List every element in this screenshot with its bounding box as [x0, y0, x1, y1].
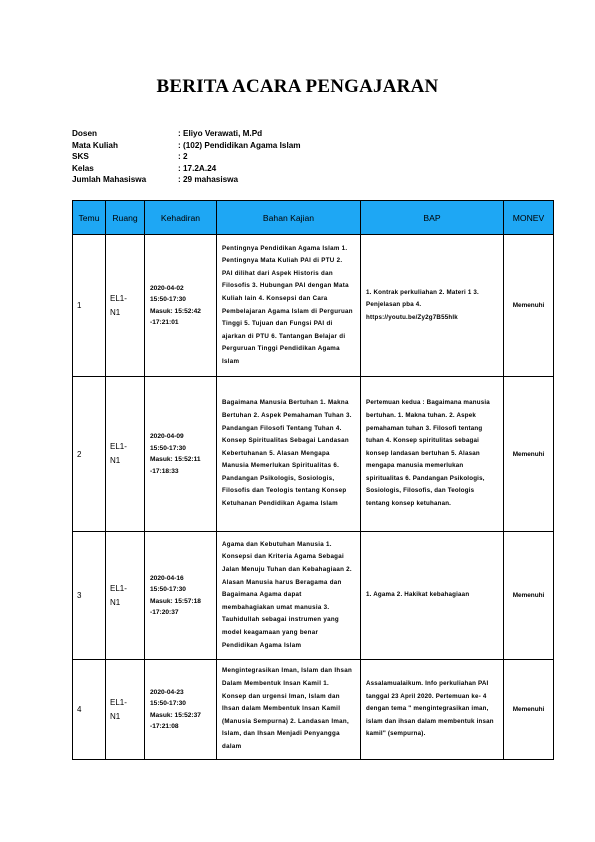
cell-bap: 1. Agama 2. Hakikat kebahagiaan [366, 591, 470, 599]
table-row [73, 660, 554, 760]
table-header-row [73, 201, 554, 235]
meta-label: Kelas [72, 163, 94, 173]
cell-monev: Memenuhi [504, 532, 554, 660]
meta-label: Jumlah Mahasiswa [72, 175, 147, 184]
cell-monev: Memenuhi [504, 377, 554, 532]
cell-kehadiran: 2020-04-02 15:50-17:30 Masuk: 15:52:42 -17:21:01 [150, 284, 201, 326]
meta-label: Mata Kuliah [72, 140, 118, 150]
meta-value: : (102) Pendidikan Agama Islam [178, 140, 301, 150]
meta-row-dosen [72, 128, 532, 140]
cell-kehadiran: 2020-04-09 15:50-17:30 Masuk: 15:52:11 -17:18:33 [150, 433, 201, 475]
meta-value: : 17.2A.24 [178, 163, 217, 173]
header-bap: BAP [361, 201, 504, 235]
cell-monev: Memenuhi [504, 235, 554, 377]
cell-temu: 4 [73, 660, 106, 760]
header-kehadiran: Kehadiran [145, 201, 217, 235]
cell-temu: 2 [73, 377, 106, 532]
meta-row-jumlah-mahasiswa [72, 174, 532, 186]
cell-bahan-kajian: Agama dan Kebutuhan Manusia 1. Konsepsi dan Kriteria Agama Sebagai Jalan Menuju Tuhan dan Kebahagiaan 2. Alasan Manusia harus Beragama dan Bagaimana Agama dapat membahagiakan umat manusia 3. Tauhidullah sebagai instrumen yang model keagamaan yang benar Pendidikan Agama Islam [222, 540, 352, 649]
course-info [72, 128, 532, 186]
cell-ruang: EL1- N1 [110, 442, 127, 465]
cell-bahan-kajian: Pentingnya Pendidikan Agama Islam 1. Pentingnya Mata Kuliah PAI di PTU 2. PAI dilihat dari Aspek Historis dan Filosofis 3. Hubungan PAI dengan Mata Kuliah lain 4. Konsepsi dan Cara Pembelajaran Agama Islam di Perguruan Tinggi 5. Tujuan dan Fungsi PAI di ajarkan di PTU 6. Tantangan Belajar di Perguruan Tinggi Pendidikan Agama Islam [222, 244, 353, 365]
table-row [73, 235, 554, 377]
teaching-record-table [72, 200, 554, 760]
meta-row-kelas [72, 163, 532, 175]
header-monev: MONEV [504, 201, 554, 235]
cell-bahan-kajian: Bagaimana Manusia Bertuhan 1. Makna Bertuhan 2. Aspek Pemahaman Tuhan 3. Pandangan Filosofi Tentang Tuhan 4. Konsep Spiritualitas Sebagai Landasan Kebertuhanan 5. Alasan Mengapa Manusia Memerlukan Spiritualitas 6. Pandangan Psikologis, Sosiologis, Filosofis dan Teologis tentang Konsep Ketuhanan Pendidikan Agama Islam [222, 399, 352, 508]
header-temu: Temu [73, 201, 106, 235]
cell-temu: 1 [73, 235, 106, 377]
cell-temu: 3 [73, 532, 106, 660]
table-row [73, 532, 554, 660]
header-ruang: Ruang [106, 201, 145, 235]
meta-value: : Eliyo Verawati, M.Pd [178, 129, 263, 138]
cell-monev: Memenuhi [504, 660, 554, 760]
meta-value: : 29 mahasiswa [178, 175, 239, 184]
meta-row-sks [72, 151, 532, 163]
cell-bap: Assalamualaikum. Info perkuliahan PAI tanggal 23 April 2020. Pertemuan ke- 4 dengan tema " mengintegrasikan iman, islam dan ihsan dalam membentuk insan kamil" (sempurna). [366, 680, 494, 738]
cell-kehadiran: 2020-04-16 15:50-17:30 Masuk: 15:57:18 -17:20:37 [150, 574, 201, 616]
cell-bahan-kajian: Mengintegrasikan Iman, Islam dan Ihsan Dalam Membentuk Insan Kamil 1. Konsep dan urgensi Iman, Islam dan Ihsan dalam Membentuk Insan Kamil (Manusia Sempurna) 2. Landasan Iman, Islam, dan Ihsan Menjadi Penyangga dalam [222, 667, 353, 750]
document-title: BERITA ACARA PENGAJARAN [156, 76, 439, 97]
cell-ruang: EL1- N1 [110, 583, 127, 607]
cell-ruang: EL1- N1 [110, 697, 127, 721]
cell-kehadiran: 2020-04-23 15:50-17:30 Masuk: 15:52:37 -17:21:08 [150, 688, 201, 730]
cell-ruang: EL1- N1 [110, 293, 127, 317]
header-bahan-kajian: Bahan Kajian [217, 201, 361, 235]
meta-row-mata-kuliah [72, 140, 532, 152]
meta-label: SKS [72, 152, 89, 161]
table-row [73, 377, 554, 532]
meta-value: : 2 [178, 152, 188, 161]
meta-label: Dosen [72, 129, 98, 138]
cell-bap: 1. Kontrak perkuliahan 2. Materi 1 3. Penjelasan pba 4. https://youtu.be/Zy2g7B55hlk [366, 288, 479, 321]
cell-bap: Pertemuan kedua : Bagaimana manusia bertuhan. 1. Makna tuhan. 2. Aspek pemahaman tuhan 3. Filosofi tentang tuhan 4. Konsep spiritulitas sebagai konsep landasan bertuhan 5. Alasan mengapa manusia memerlukan spiritualitas 6. Pandangan Psikologis, Sosiologis, Filosofis, dan Teologis tentang konsep ketuhanan. [366, 399, 490, 508]
